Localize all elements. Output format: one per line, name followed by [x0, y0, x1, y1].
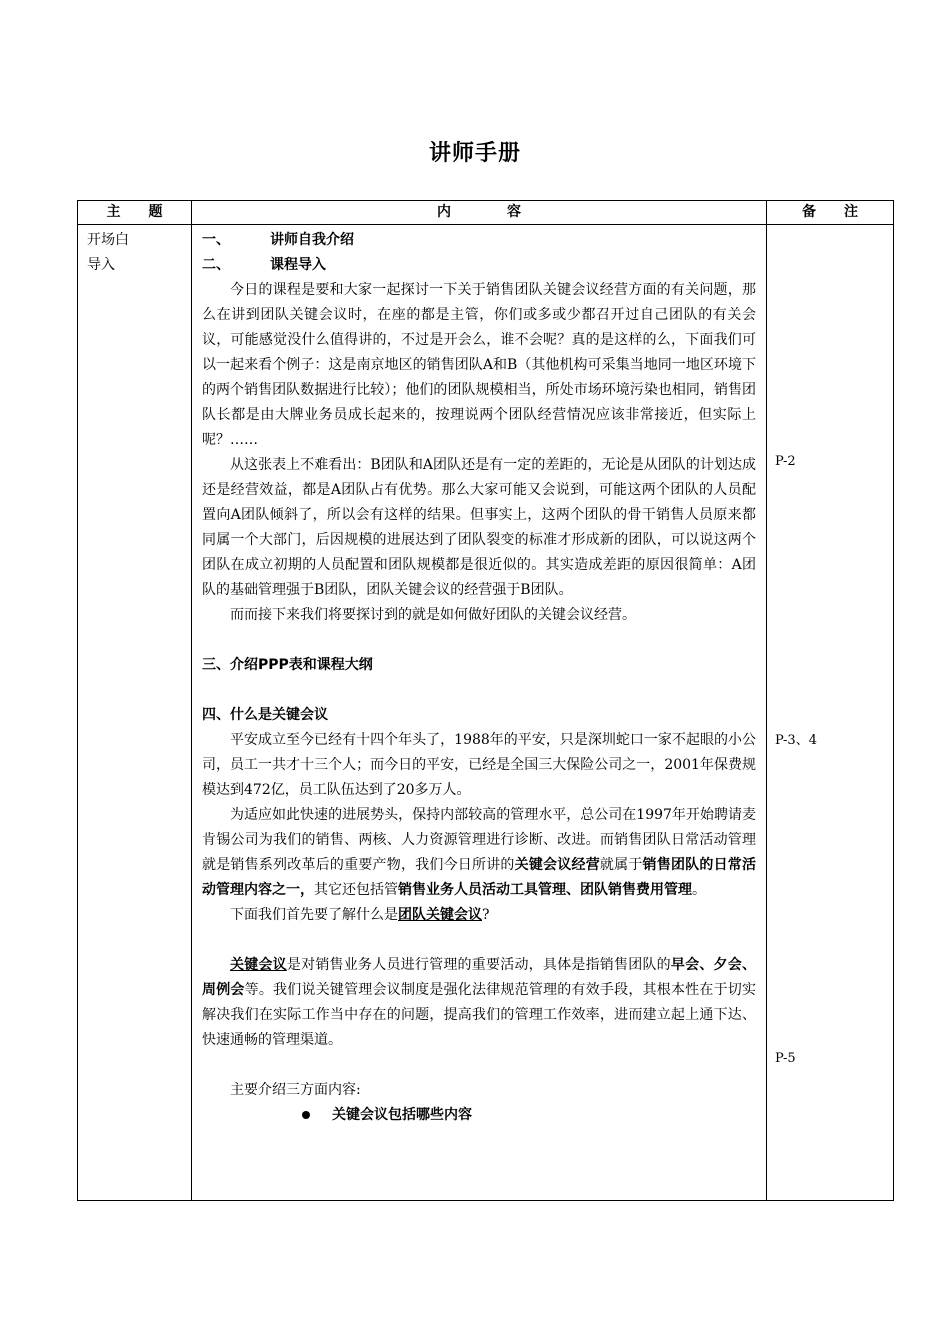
- section-heading-1: 一、 讲师自我介绍: [202, 232, 354, 248]
- page-title: 讲师手册: [428, 141, 521, 166]
- note-p3-4: P-3、4: [775, 733, 817, 748]
- topic-cell: [78, 225, 192, 1201]
- paragraph-overview: 主要介绍三方面内容:: [230, 1082, 361, 1098]
- bullet-dot-icon: [302, 1111, 310, 1119]
- topic-line-2: 导入: [87, 257, 115, 273]
- topic-line-1: 开场白: [87, 232, 129, 248]
- paragraph-reform: 为适应如此快速的进展势头，保持内部较高的管理水平，总公司在1997年开始聘请麦肯锡公司为我们的销售、两核、人力资源管理进行诊断、改进。而销售团队日常活动管理就是销售系列改革后的重要产物，我们今日所讲的关键会议经营就属于销售团队的日常活动管理内容之一，其它还包括管销售业务人员活动工具管理、团队销售费用管理。: [202, 807, 757, 898]
- content-cell: [192, 225, 767, 1201]
- paragraph-intro: 今日的课程是要和大家一起探讨一下关于销售团队关键会议经营方面的有关问题，那么在讲到团队关键会议时，在座的都是主管，你们或多或少都召开过自己团队的有关会议，可能感觉没什么值得讲的，不过是开会么，谁不会呢？真的是这样的么，下面我们可以一起来看个例子：这是南京地区的销售团队A和B（其他机构可采集当地同一地区环境下的两个销售团队数据进行比较）；他们的团队规模相当，所处市场环境污染也相同，销售团队长都是由大牌业务员成长起来的，按理说两个团队经营情况应该非常接近，但实际上呢？……: [202, 282, 756, 448]
- table-row: [78, 225, 894, 1201]
- section-heading-3: 三、介绍PPP表和课程大纲: [202, 657, 373, 673]
- paragraph-history: 平安成立至今已经有十四个年头了，1988年的平安，只是深圳蛇口一家不起眼的小公司，员工一共才十三个人；而今日的平安，已经是全国三大保险公司之一，2001年保费规模达到472亿，员工队伍达到了20多万人。: [202, 732, 756, 798]
- table-header-row: [78, 201, 894, 225]
- header-note: 备 注: [767, 201, 894, 225]
- note-p2: P-2: [775, 454, 796, 469]
- note-cell: [767, 225, 894, 1201]
- paragraph-definition: 关键会议是对销售业务人员进行管理的重要活动，具体是指销售团队的早会、夕会、周例会等。我们说关键管理会议制度是强化法律规范管理的有效手段，其根本性在于切实解决我们在实际工作当中存在的问题，提高我们的管理工作效率，进而建立起上通下达、快速通畅的管理渠道。: [202, 957, 757, 1048]
- paragraph-comparison: 从这张表上不难看出：B团队和A团队还是有一定的差距的，无论是从团队的计划达成还是经营效益，都是A团队占有优势。那么大家可能又会说到，可能这两个团队的人员配置向A团队倾斜了，所以会有这样的结果。但事实上，这两个团队的骨干销售人员原来都同属一个大部门，后因规模的进展达到了团队裂变的标准才形成新的团队，可以说这两个团队在成立初期的人员配置和团队规模都是很近似的。其实造成差距的原因很简单：A团队的基础管理强于B团队，团队关键会议的经营强于B团队。: [202, 457, 756, 598]
- note-p5: P-5: [775, 1051, 796, 1066]
- section-heading-2: 二、 课程导入: [202, 257, 326, 273]
- bullet-item: 关键会议包括哪些内容: [202, 1103, 756, 1128]
- header-topic: 主 题: [78, 201, 192, 225]
- paragraph-transition: 而而接下来我们将要探讨到的就是如何做好团队的关键会议经营。: [230, 607, 636, 623]
- paragraph-question: 下面我们首先要了解什么是团队关键会议?: [230, 907, 490, 923]
- lecture-table: [77, 200, 894, 1201]
- section-heading-4: 四、什么是关键会议: [202, 707, 328, 723]
- header-content: 内 容: [192, 201, 767, 225]
